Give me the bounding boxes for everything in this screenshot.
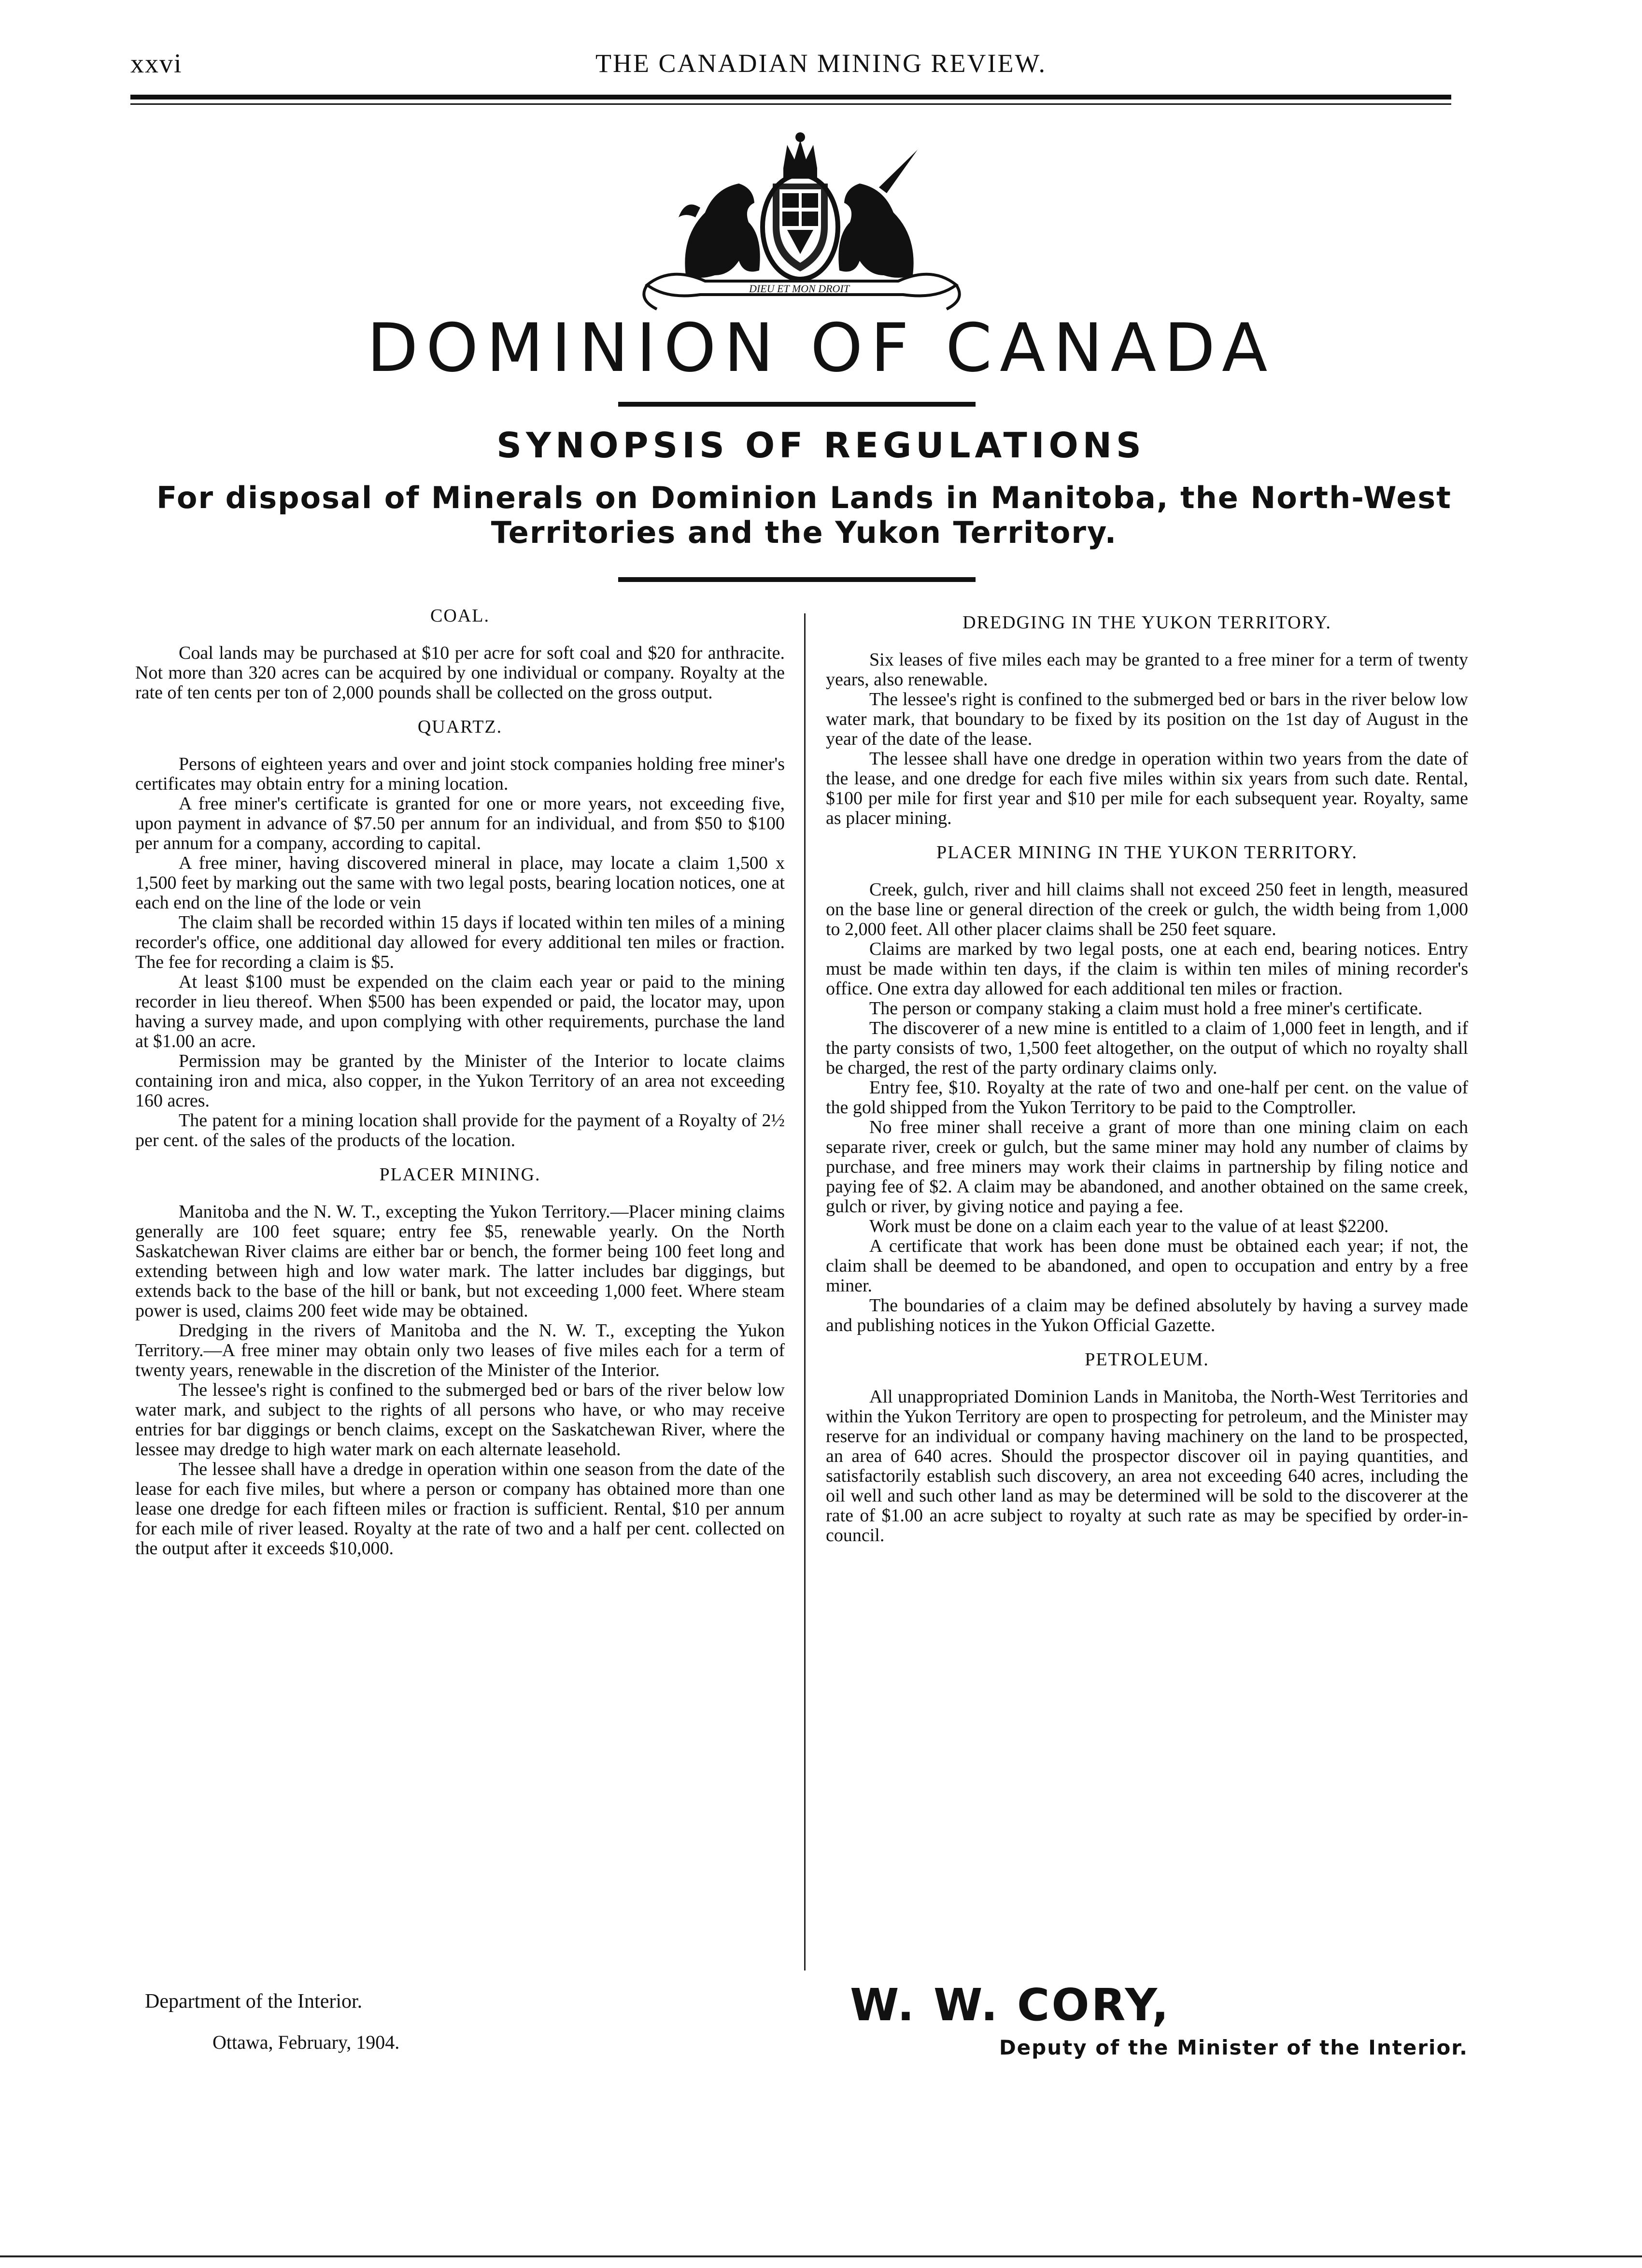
paragraph: A certificate that work has been done must be obtained each year; if not, the claim shall be deemed to be abandoned, and open to occupation and entry by a free miner.	[826, 1236, 1468, 1296]
subtitle-rule	[618, 577, 976, 582]
department-line: Department of the Interior.	[145, 1990, 363, 2013]
paragraph: The lessee shall have one dredge in operation within two years from the date of the lease, and one dredge for each five miles within six years from such date. Rental, $100 per mile for first year and $10 per mile for each subsequent year. Royalty, same as placer mining.	[826, 749, 1468, 828]
paragraph: Dredging in the rivers of Manitoba and the N. W. T., excepting the Yukon Territory.—A free miner may obtain only two leases of five miles each for a term of twenty years, renewable in the discretion of the Minister of the Interior.	[135, 1320, 785, 1380]
paragraph: The lessee shall have a dredge in operation within one season from the date of the lease for each five miles, but where a person or company has obtained more than one lease one dredge for each fifteen miles or fraction is sufficient. Rental, $10 per annum for each mile of river leased. Royalty at the rate of two and a half per cent. collected on the output after it exceeds $10,000.	[135, 1459, 785, 1559]
paragraph: The patent for a mining location shall provide for the payment of a Royalty of 2½ per cent. of the sales of the products of the location.	[135, 1110, 785, 1150]
left-column	[135, 606, 785, 1559]
section-heading-quartz: QUARTZ.	[417, 717, 503, 737]
paragraph: Claims are marked by two legal posts, one at each end, bearing notices. Entry must be made within ten days, if the claim is within ten miles of mining recorder's office. One extra day allowed for each additional ten miles or fraction.	[826, 939, 1468, 999]
royal-coat-of-arms-icon	[628, 130, 971, 314]
paragraph: The claim shall be recorded within 15 days if located within ten miles of a mining recorder's office, one additional day allowed for every additional ten miles or fraction. The fee for recording a claim is $5.	[135, 912, 785, 972]
signature-name: W. W. CORY,	[850, 1979, 1171, 2031]
motto-text: DIEU ET MON DROIT	[749, 283, 849, 295]
section-heading-placer-mining: PLACER MINING.	[379, 1164, 541, 1185]
subtitle: For disposal of Minerals on Dominion Lands in Manitoba, the North-West Territories and the Yukon Territory.	[156, 480, 1452, 550]
section-heading-placer-yukon: PLACER MINING IN THE YUKON TERRITORY.	[936, 842, 1358, 863]
paragraph: Coal lands may be purchased at $10 per acre for soft coal and $20 for anthracite. Not more than 320 acres can be acquired by one individual or company. Royalty at the rate of ten cents per ton of 2,000 pounds shall be collected on the gross output.	[135, 643, 785, 703]
paragraph: The boundaries of a claim may be defined absolutely by having a survey made and publishing notices in the Yukon Official Gazette.	[826, 1295, 1468, 1335]
title-rule	[618, 402, 976, 407]
signature-title: Deputy of the Minister of the Interior.	[999, 2036, 1468, 2059]
section-heading-dredging-yukon: DREDGING IN THE YUKON TERRITORY.	[963, 612, 1331, 633]
paragraph: The discoverer of a new mine is entitled to a claim of 1,000 feet in length, and if the party consists of two, 1,500 feet altogether, on the output of which no royalty shall be charged, the rest of the party ordinary claims only.	[826, 1018, 1468, 1078]
page-bottom-edge	[0, 2255, 1642, 2257]
paragraph: No free miner shall receive a grant of more than one mining claim on each separate river, creek or gulch, but the same miner may hold any number of claims by purchase, and free miners may work their claims in partnership by filing notice and paying fee of $2. A claim may be abandoned, and another obtained on the same creek, gulch or river, by giving notice and paying a fee.	[826, 1117, 1468, 1217]
paragraph: Permission may be granted by the Minister of the Interior to locate claims containing iron and mica, also copper, in the Yukon Territory of an area not exceeding 160 acres.	[135, 1051, 785, 1111]
right-column	[826, 606, 1468, 1545]
section-heading-petroleum: PETROLEUM.	[1085, 1349, 1209, 1370]
journal-title: THE CANADIAN MINING REVIEW.	[595, 49, 1047, 78]
paragraph: The lessee's right is confined to the submerged bed or bars of the river below low water mark, and subject to the rights of all persons who have, or who may receive entries for bar diggings or bench claims, except on the Saskatchewan River, where the lessee may dredge to high water mark on each alternate leasehold.	[135, 1380, 785, 1460]
section-heading-coal: COAL.	[430, 606, 490, 626]
paragraph: All unappropriated Dominion Lands in Manitoba, the North-West Territories and within the Yukon Territory are open to prospecting for petroleum, and the Minister may reserve for an individual or company having machinery on the land to be prospected, an area of 640 acres. Should the prospector discover oil in paying quantities, and satisfactorily establish such discovery, an area not exceeding 640 acres, including the oil well and such other land as may be determined will be sold to the discoverer at the rate of $1.00 an acre subject to royalty at such rate as may be specified by order-in-council.	[826, 1387, 1468, 1545]
paragraph: Persons of eighteen years and over and joint stock companies holding free miner's certificates may obtain entry for a mining location.	[135, 754, 785, 794]
page-number: xxvi	[130, 49, 183, 79]
paragraph: The lessee's right is confined to the submerged bed or bars in the river below low water mark, that boundary to be fixed by its position on the 1st day of August in the year of the date of the lease.	[826, 689, 1468, 749]
synopsis-heading: SYNOPSIS OF REGULATIONS	[496, 425, 1146, 466]
header-rule-thin	[130, 103, 1451, 105]
column-divider	[804, 613, 806, 1970]
place-date-line: Ottawa, February, 1904.	[212, 2031, 400, 2053]
paragraph: A free miner, having discovered mineral in place, may locate a claim 1,500 x 1,500 feet by marking out the same with two legal posts, bearing location notices, one at each end on the line of the lode or vein	[135, 853, 785, 913]
paragraph: Work must be done on a claim each year to the value of at least $2200.	[869, 1216, 1389, 1236]
paragraph: Creek, gulch, river and hill claims shall not exceed 250 feet in length, measured on the base line or general direction of the creek or gulch, the width being from 1,000 to 2,000 feet. All other placer claims shall be 250 feet square.	[826, 879, 1468, 939]
paragraph: At least $100 must be expended on the claim each year or paid to the mining recorder in lieu thereof. When $500 has been expended or paid, the locator may, upon having a survey made, and upon complying with other requirements, purchase the land at $1.00 an acre.	[135, 972, 785, 1051]
page-title: DOMINION OF CANADA	[367, 309, 1275, 387]
paragraph: A free miner's certificate is granted for one or more years, not exceeding five, upon payment in advance of $7.50 per annum for an individual, and from $50 to $100 per annum for a company, according to capital.	[135, 794, 785, 853]
header-rule-thick	[130, 95, 1451, 99]
paragraph: Six leases of five miles each may be granted to a free miner for a term of twenty years, also renewable.	[826, 650, 1468, 690]
paragraph: The person or company staking a claim must hold a free miner's certificate.	[869, 998, 1423, 1019]
paragraph: Entry fee, $10. Royalty at the rate of two and one-half per cent. on the value of the gold shipped from the Yukon Territory to be paid to the Comptroller.	[826, 1077, 1468, 1118]
paragraph: Manitoba and the N. W. T., excepting the Yukon Territory.—Placer mining claims generally are 100 feet square; entry fee $5, renewable yearly. On the North Saskatchewan River claims are either bar or bench, the former being 100 feet long and extending between high and low water mark. The latter includes bar diggings, but extends back to the base of the hill or bank, but not exceeding 1,000 feet. Where steam power is used, claims 200 feet wide may be obtained.	[135, 1202, 785, 1321]
